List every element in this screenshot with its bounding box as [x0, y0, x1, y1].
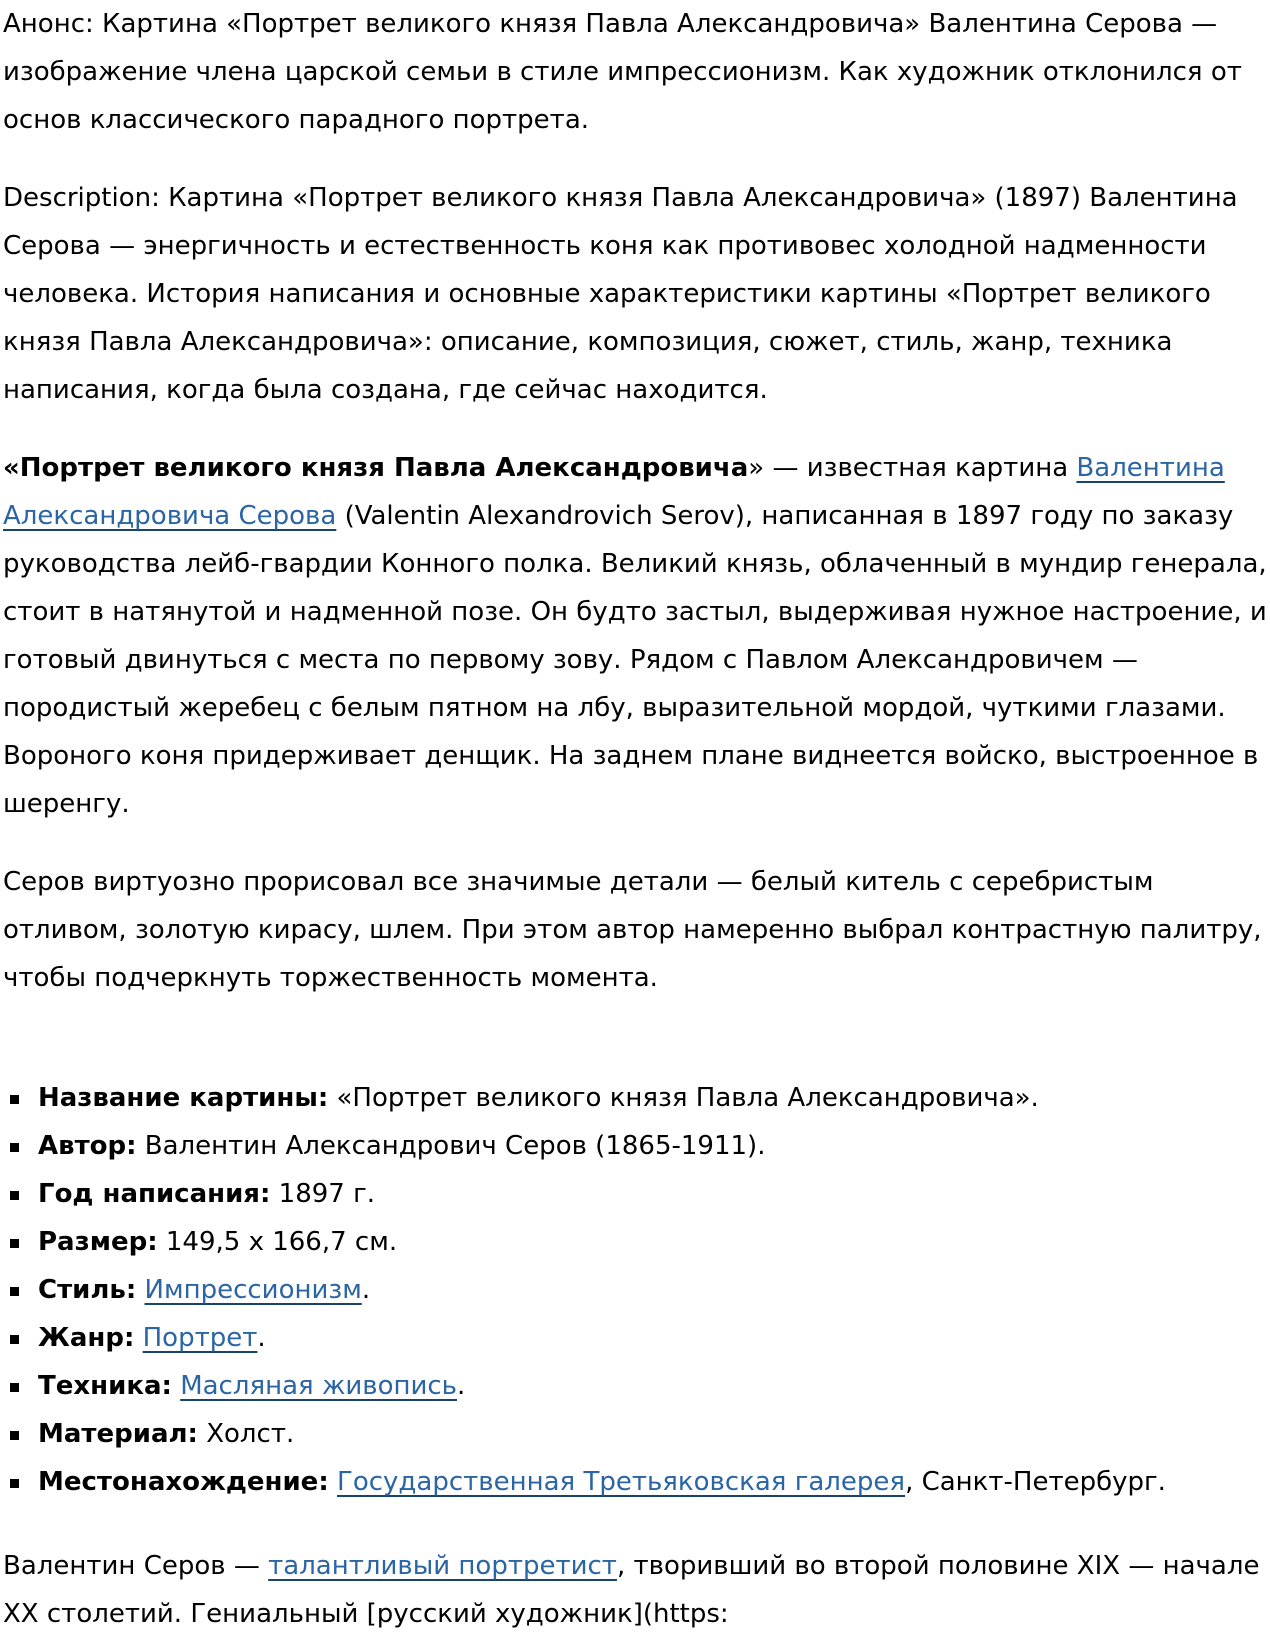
list-item-genre — [3, 1314, 1268, 1362]
text-run: . — [361, 1275, 371, 1305]
text-run: . — [457, 1371, 466, 1401]
text-link[interactable]: Импрессионизм — [144, 1275, 362, 1305]
text-run: 149,5 х 166,7 см. — [157, 1227, 398, 1257]
text-run: 1897 г. — [270, 1179, 376, 1209]
list-item-style — [3, 1266, 1268, 1314]
text-run: Валентин Серов — — [3, 1551, 269, 1581]
list-item-size — [3, 1218, 1268, 1266]
text-run: Серов виртуозно прорисовал все значимые детали — белый китель с серебристым отливом, золотую кирасу, шлем. При этом автор намеренно выбрал контрастную палитру, чтобы подчеркнуть торжественность момента. — [3, 867, 1262, 993]
text-link[interactable]: Портрет — [142, 1323, 258, 1353]
paragraph-about-painting — [3, 444, 1268, 828]
bold-text: Техника: — [38, 1371, 172, 1401]
bold-text: Местонахождение: — [38, 1467, 329, 1497]
list-item-location — [3, 1458, 1268, 1506]
text-run: Анонс: Картина «Портрет великого князя Павла Александровича» Валентина Серова — изображение члена царской семьи в стиле импрессионизм. Как художник отклонился от основ классического парадного портрета. — [3, 9, 1242, 135]
text-run: . — [257, 1323, 266, 1353]
text-run — [134, 1323, 142, 1353]
text-run: Валентин Александрович Серов (1865-1911). — [136, 1131, 766, 1161]
text-link[interactable]: талантливый портретист — [268, 1551, 617, 1581]
list-item-material — [3, 1410, 1268, 1458]
list-item-author — [3, 1122, 1268, 1170]
bold-text: Название картины: — [38, 1083, 329, 1113]
paragraph-details-description — [3, 858, 1268, 1002]
bold-text: Размер: — [38, 1227, 158, 1257]
closing-paragraphs — [3, 1542, 1268, 1638]
text-run: , творивший во второй половине XIX — начале XX столетий. Гениальный [русский художник](https: — [3, 1551, 1260, 1629]
bold-text: Стиль: — [38, 1275, 137, 1305]
bold-text: Год написания: — [38, 1179, 271, 1209]
text-run — [172, 1371, 180, 1401]
paragraph-artist-bio — [3, 1542, 1268, 1638]
bold-text: «Портрет великого князя Павла Александровича — [3, 453, 749, 483]
list-item-painting-title — [3, 1074, 1268, 1122]
painting-details-list — [3, 1074, 1268, 1506]
list-item-year — [3, 1170, 1268, 1218]
paragraph-description — [3, 174, 1268, 414]
bold-text: Жанр: — [38, 1323, 135, 1353]
text-run: , Санкт-Петербург. — [905, 1467, 1166, 1497]
text-run: » — известная картина — [748, 453, 1077, 483]
text-run — [329, 1467, 337, 1497]
text-run: Холст. — [197, 1419, 295, 1449]
text-link[interactable]: Валентина Александровича Серова — [3, 453, 1225, 531]
bold-text: Материал: — [38, 1419, 198, 1449]
text-run: (Valentin Alexandrovich Serov), написанная в 1897 году по заказу руководства лейб-гвардии Конного полка. Великий князь, облаченный в мундир генерала, стоит в натянутой и надменной позе. Он будто застыл, выдерживая нужное настроение, и готовый двинуться с места по первому зову. Рядом с Павлом Александровичем — породистый жеребец с белым пятном на лбу, выразительной мордой, чуткими глазами. Вороного коня придерживает денщик. На заднем плане виднеется войско, выстроенное в шеренгу. — [3, 501, 1267, 819]
text-run — [136, 1275, 144, 1305]
paragraph-anons — [3, 0, 1268, 144]
intro-paragraphs — [3, 0, 1268, 1002]
list-item-technique — [3, 1362, 1268, 1410]
text-run: «Портрет великого князя Павла Александровича». — [328, 1083, 1039, 1113]
text-link[interactable]: Государственная Третьяковская галерея — [336, 1467, 906, 1497]
text-link[interactable]: Масляная живопись — [180, 1371, 458, 1401]
bold-text: Автор: — [38, 1131, 137, 1161]
text-run: Description: Картина «Портрет великого князя Павла Александровича» (1897) Валентина Серова — энергичность и естественность коня как противовес холодной надменности человека. История написания и основные характеристики картины «Портрет великого князя Павла Александровича»: описание, композиция, сюжет, стиль, жанр, техника написания, когда была создана, где сейчас находится. — [3, 183, 1238, 405]
